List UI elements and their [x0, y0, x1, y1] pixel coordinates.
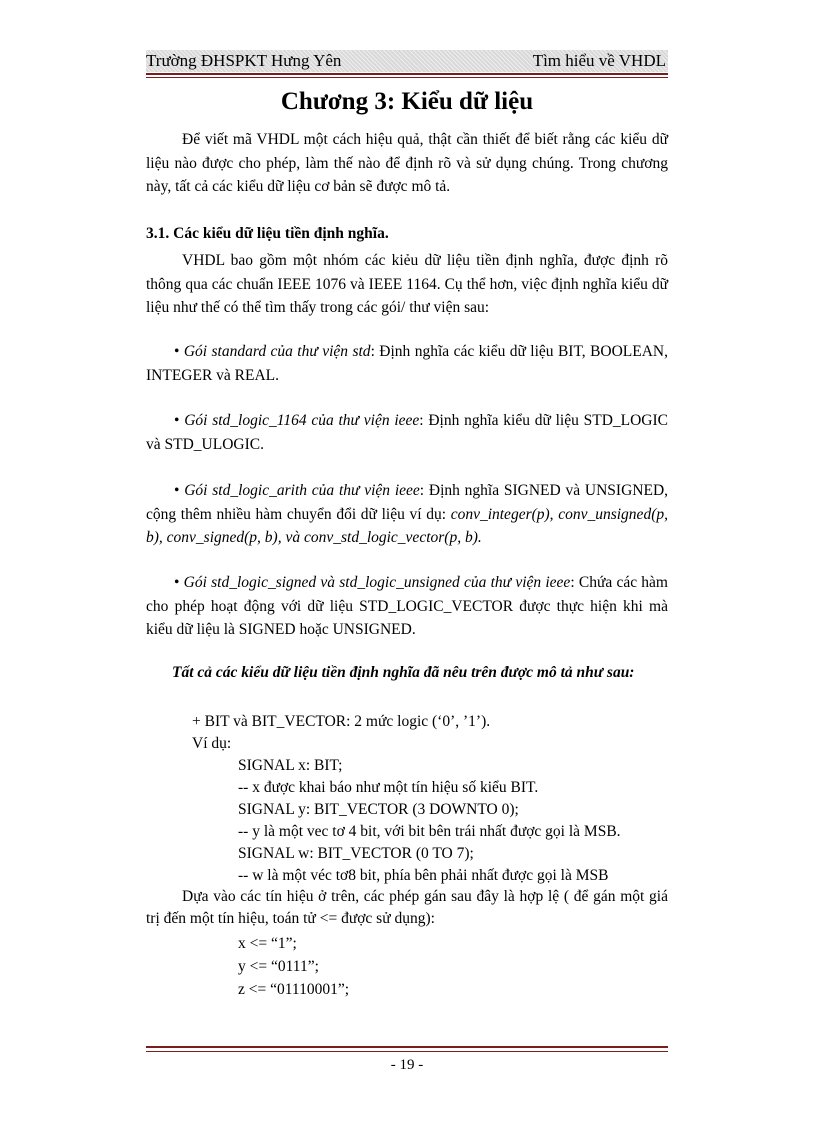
- code-comment: -- x được khai báo như một tín hiệu số kiểu BIT.: [238, 779, 539, 796]
- summary-heading: Tất cả các kiểu dữ liệu tiền định nghĩa đã nêu trên được mô tả như sau:: [172, 664, 635, 681]
- code-line: y <= “0111”;: [238, 958, 319, 975]
- intro-paragraph: Để viết mã VHDL một cách hiệu quả, thật cần thiết để biết rằng các kiểu dữ liệu nào được cho phép, làm thế nào để định rõ và sử dụng chúng. Trong chương này, tất cả các kiểu dữ liệu cơ bản sẽ được mô tả.: [146, 131, 668, 195]
- bullet-item: [146, 479, 668, 550]
- footer-rule-thin: [146, 1051, 668, 1052]
- bullet-text: : Định nghĩa các kiểu dữ liệu BIT, BOOLEAN, INTEGER và REAL.: [146, 343, 669, 384]
- chapter-title: Chương 3: Kiểu dữ liệu: [280, 88, 534, 115]
- bullet-icon: •: [174, 482, 180, 499]
- code-line: SIGNAL w: BIT_VECTOR (0 TO 7);: [238, 845, 474, 862]
- code-line: SIGNAL x: BIT;: [238, 757, 343, 774]
- header-rule-thin: [146, 77, 668, 78]
- bullet-icon: •: [174, 343, 180, 360]
- bit-line: + BIT và BIT_VECTOR: 2 mức logic (‘0’, ’1’).: [192, 713, 491, 730]
- bullet-item: [146, 340, 668, 387]
- bullet-text: : Chứa các hàm cho phép hoạt động với dữ liệu STD_LOGIC_VECTOR được thực hiện khi mà kiểu dữ liệu là SIGNED hoặc UNSIGNED.: [146, 574, 668, 638]
- bullet-text: : Định nghĩa SIGNED và UNSIGNED, cộng thêm nhiều hàm chuyển đổi dữ liệu ví dụ:: [146, 482, 669, 523]
- code-line: x <= “1”;: [238, 935, 297, 952]
- bullet-functions: conv_integer(p), conv_unsigned(p, b), conv_signed(p, b), và conv_std_logic_vector(p, b).: [146, 505, 668, 546]
- bullet-item: [146, 571, 668, 642]
- bullet-icon: •: [174, 412, 180, 429]
- header-topic: Tìm hiểu về VHDL: [532, 51, 666, 70]
- bullet-text: : Định nghĩa kiểu dữ liệu STD_LOGIC và STD_ULOGIC.: [146, 412, 668, 453]
- bullet-heading: Gói std_logic_1164 của thư viện ieee: [184, 412, 420, 429]
- example-label: Ví dụ:: [192, 735, 232, 752]
- bullet-item: [146, 409, 668, 456]
- header-rule: [146, 73, 668, 75]
- section-heading: 3.1. Các kiểu dữ liệu tiền định nghĩa.: [146, 225, 389, 242]
- page-number: - 19 -: [390, 1057, 424, 1073]
- page-header: [146, 50, 668, 72]
- code-line: SIGNAL y: BIT_VECTOR (3 DOWNTO 0);: [238, 801, 519, 818]
- bullet-icon: •: [174, 574, 180, 591]
- assignment-paragraph: Dựa vào các tín hiệu ở trên, các phép gán sau đây là hợp lệ ( để gán một giá trị đến một tín hiệu, toán tử <= được sử dụng):: [146, 888, 668, 927]
- bullet-heading: Gói std_logic_arith của thư viện ieee: [184, 482, 420, 499]
- header-school: Trường ĐHSPKT Hưng Yên: [146, 51, 342, 70]
- code-line: z <= “01110001”;: [238, 981, 350, 998]
- section-paragraph: VHDL bao gồm một nhóm các kiẻu dữ liệu tiền định nghĩa, được định rõ thông qua các chuẩn IEEE 1076 và IEEE 1164. Cụ thể hơn, việc định nghĩa kiểu dữ liệu như thế có thể tìm thấy trong các gói/ thư viện sau:: [146, 252, 668, 316]
- footer-rule: [146, 1046, 668, 1048]
- bullet-heading: Gói std_logic_signed và std_logic_unsigned của thư viện ieee: [183, 574, 571, 591]
- code-comment: -- y là một vec tơ 4 bit, với bit bên trái nhất được gọi là MSB.: [238, 823, 621, 840]
- code-comment: -- w là một véc tơ8 bit, phía bên phải nhất được gọi là MSB: [238, 867, 609, 884]
- bullet-heading: Gói standard của thư viện std: [183, 343, 371, 360]
